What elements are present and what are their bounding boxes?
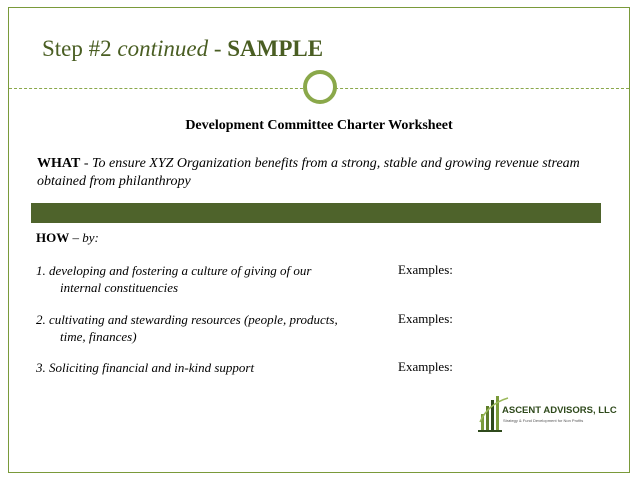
what-statement — [37, 155, 597, 191]
examples-label-2: Examples: — [398, 311, 453, 326]
what-label: WHAT — [37, 156, 81, 171]
how-suffix: – by: — [69, 230, 99, 245]
logo-name: ASCENT ADVISORS, LLC — [502, 405, 617, 416]
how-item-3 — [36, 359, 386, 376]
item-line1: 2. cultivating and stewarding resources (people, products, — [36, 312, 338, 327]
what-dash: - — [80, 156, 92, 171]
item-line1: 3. Soliciting financial and in-kind support — [36, 360, 255, 375]
ascent-logo-mark-icon — [478, 392, 514, 440]
slide-title — [42, 36, 323, 62]
title-step: Step #2 — [42, 36, 118, 61]
section-bar — [31, 203, 601, 223]
how-item-1 — [36, 262, 386, 296]
how-item-2 — [36, 311, 386, 345]
item-line2: time, finances) — [60, 329, 137, 344]
examples-label-3: Examples: — [398, 359, 453, 374]
title-continued: continued — [117, 36, 209, 61]
item-line2: internal constituencies — [60, 280, 179, 295]
what-text: To ensure XYZ Organization benefits from a strong, stable and growing revenue stream obtained from philanthropy — [37, 156, 580, 189]
title-dash: - — [208, 36, 228, 61]
item-line1: 1. developing and fostering a culture of giving of our — [36, 263, 312, 278]
how-heading — [36, 230, 99, 246]
divider-circle-icon — [303, 70, 337, 104]
ascent-advisors-logo — [478, 392, 618, 440]
logo-tagline: Strategy & Fund Development for Non Profits — [503, 418, 584, 423]
how-label: HOW — [36, 230, 70, 245]
title-sample: SAMPLE — [227, 36, 324, 61]
worksheet-title: Development Committee Charter Worksheet — [185, 118, 453, 133]
examples-label-1: Examples: — [398, 262, 453, 277]
